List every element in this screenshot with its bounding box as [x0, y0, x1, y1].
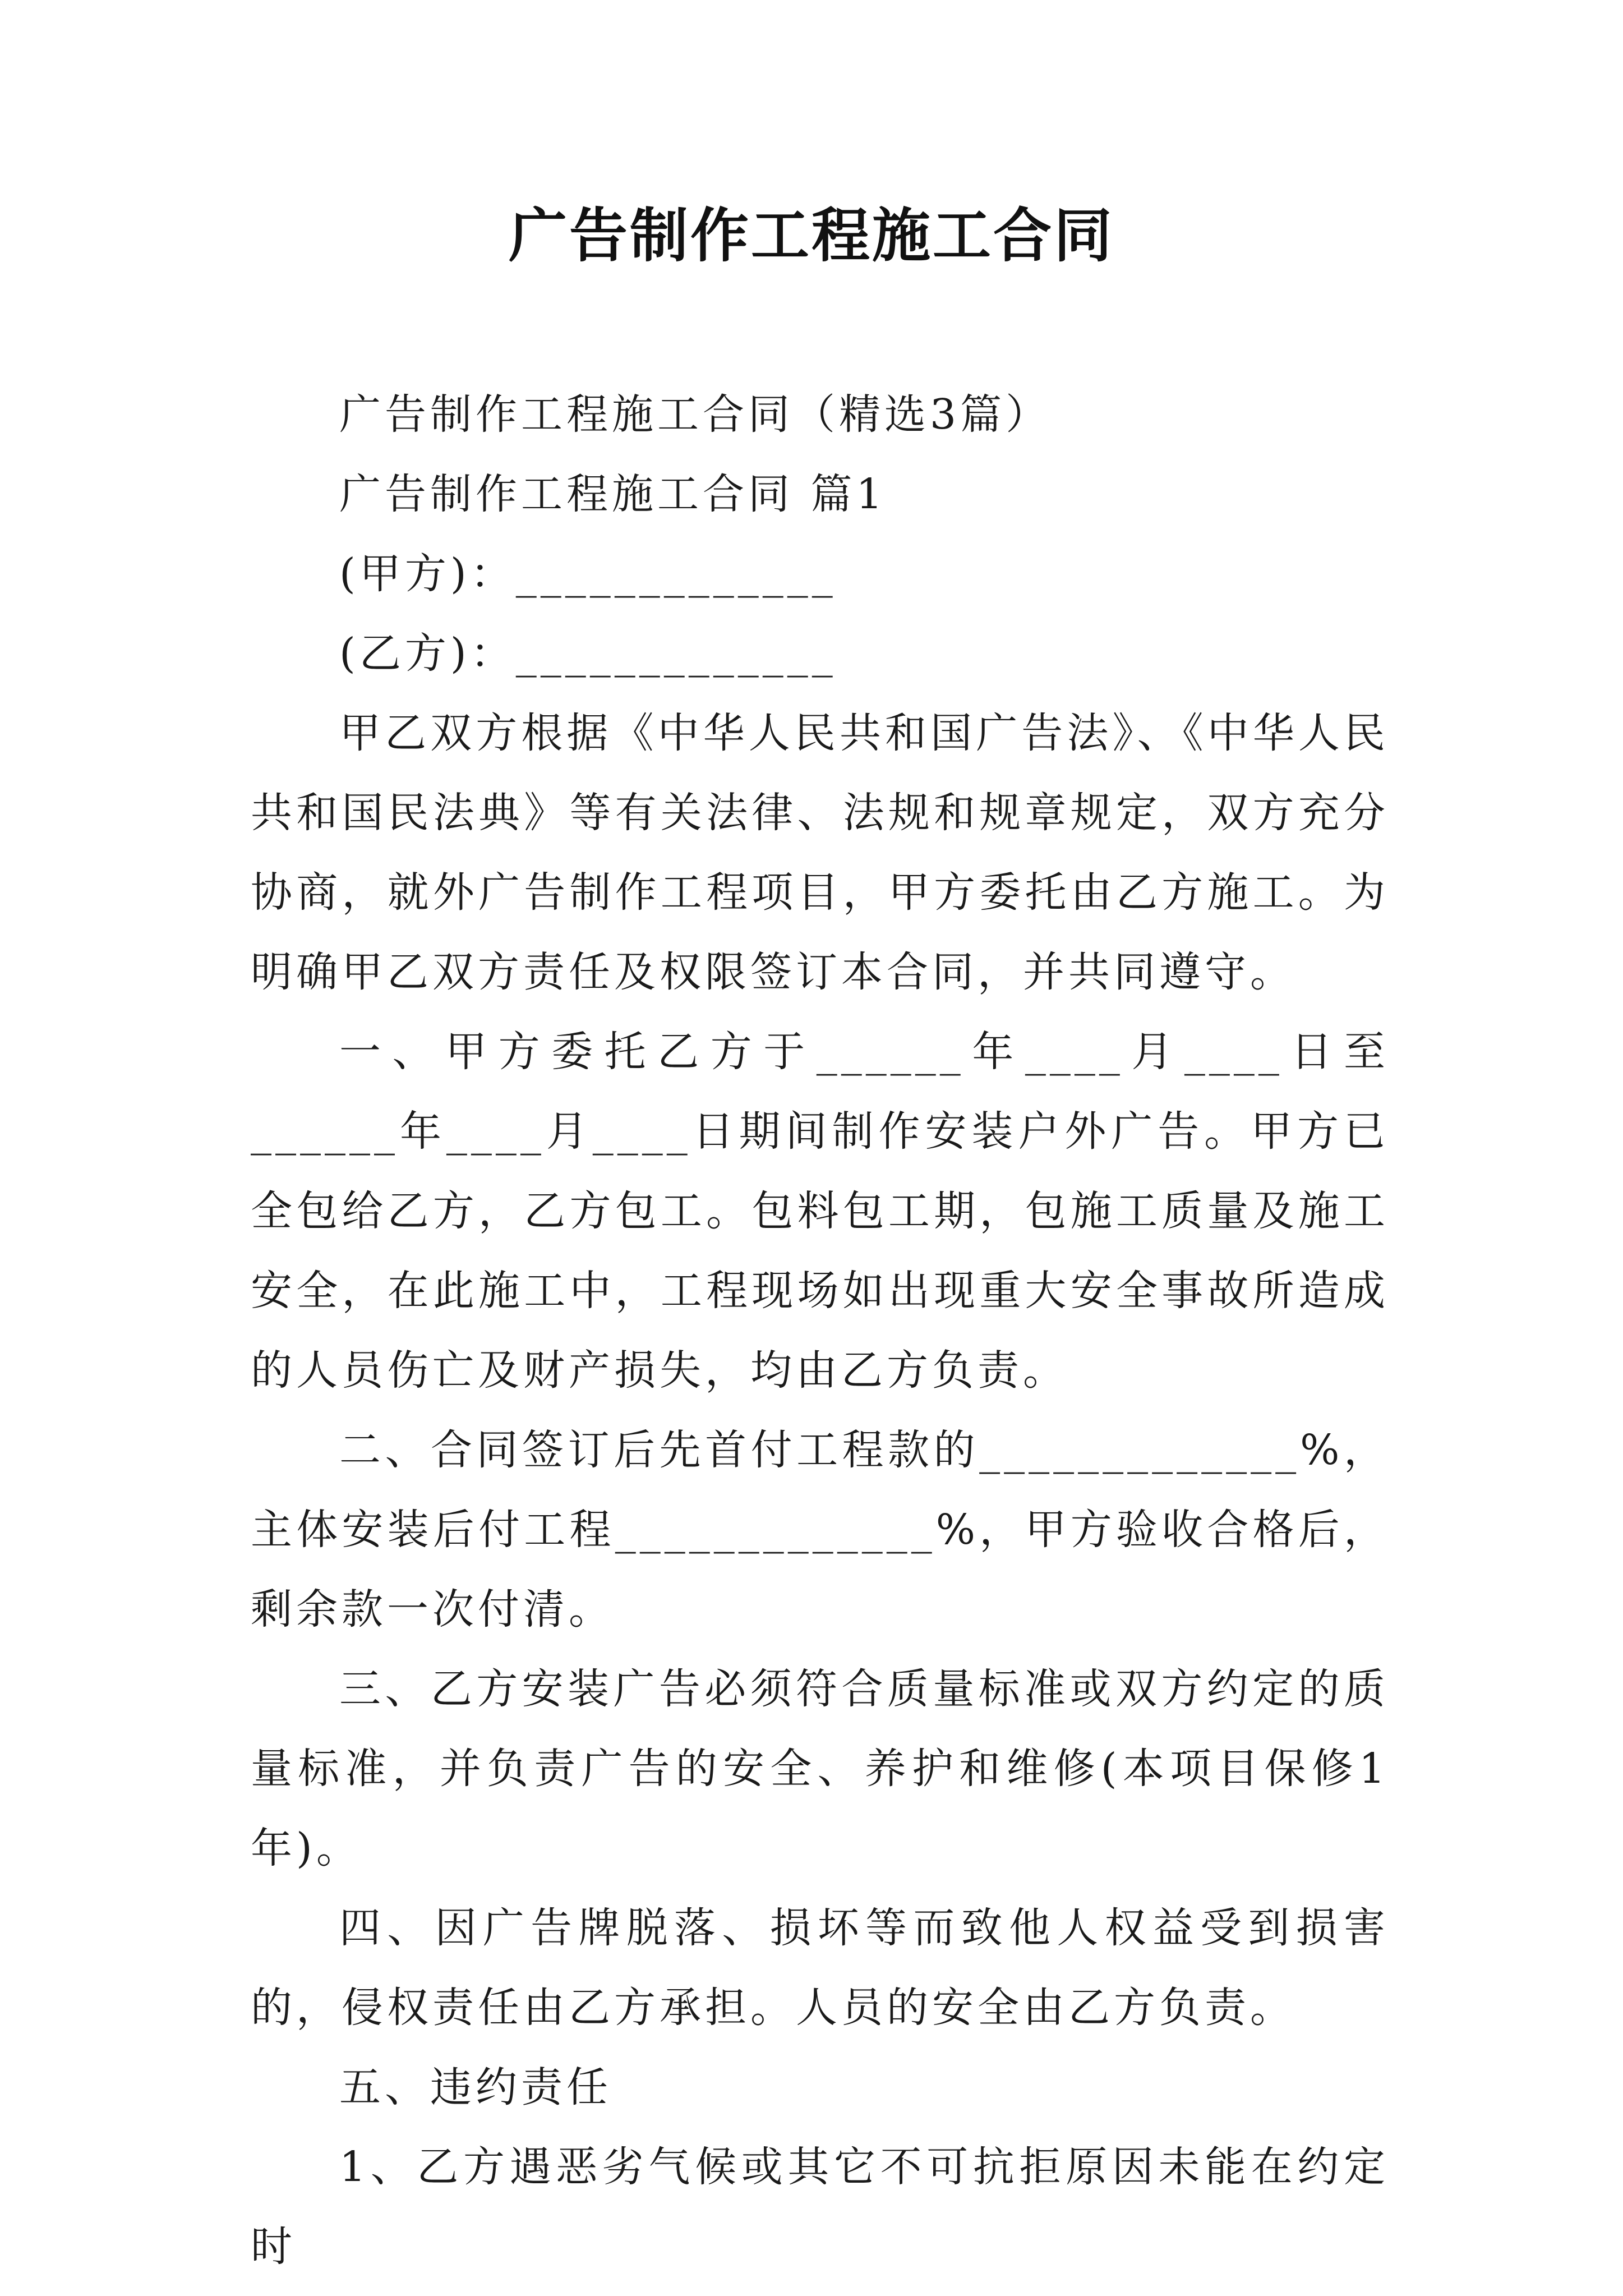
paragraph-party-a: (甲方)：_____________: [339, 550, 837, 598]
paragraph-section-heading: 广告制作工程施工合同 篇1: [339, 470, 887, 518]
paragraph-party-b: (乙方)：_____________: [339, 629, 837, 678]
paragraph-clause-2: 二、合同签订后先首付工程款的_____________%，主体安装后付工程_____________%，甲方验收合格后，剩余款一次付清。: [251, 1426, 1389, 1634]
paragraph-clause-1: 一、甲方委托乙方于______年____月____日至______年____月____日期间制作安装户外广告。甲方已全包给乙方，乙方包工。包料包工期，包施工质量及施工安全，在此施工中，工程现场如出现重大安全事故所造成的人员伤亡及财产损失，均由乙方负责。: [251, 1028, 1389, 1395]
document-body: [251, 375, 1389, 2286]
paragraph-clause-5-item-1: 1、乙方遇恶劣气候或其它不可抗拒原因未能在约定时: [251, 2143, 1389, 2271]
document-title: 广告制作工程施工合同: [508, 201, 1114, 270]
paragraph-clause-4: 四、因广告牌脱落、损坏等而致他人权益受到损害的，侵权责任由乙方承担。人员的安全由乙方负责。: [251, 1904, 1389, 2032]
paragraph-preamble: 甲乙双方根据《中华人民共和国广告法》、《中华人民共和国民法典》等有关法律、法规和规章规定，双方充分协商，就外广告制作工程项目，甲方委托由乙方施工。为明确甲乙双方责任及权限签订本合同，并共同遵守。: [251, 709, 1389, 996]
paragraph-clause-5-heading: 五、违约责任: [339, 2063, 612, 2111]
paragraph-clause-3: 三、乙方安装广告必须符合质量标准或双方约定的质量标准，并负责广告的安全、养护和维修(本项目保修1年)。: [251, 1665, 1389, 1872]
paragraph-collection-heading: 广告制作工程施工合同（精选3篇）: [339, 390, 1052, 439]
